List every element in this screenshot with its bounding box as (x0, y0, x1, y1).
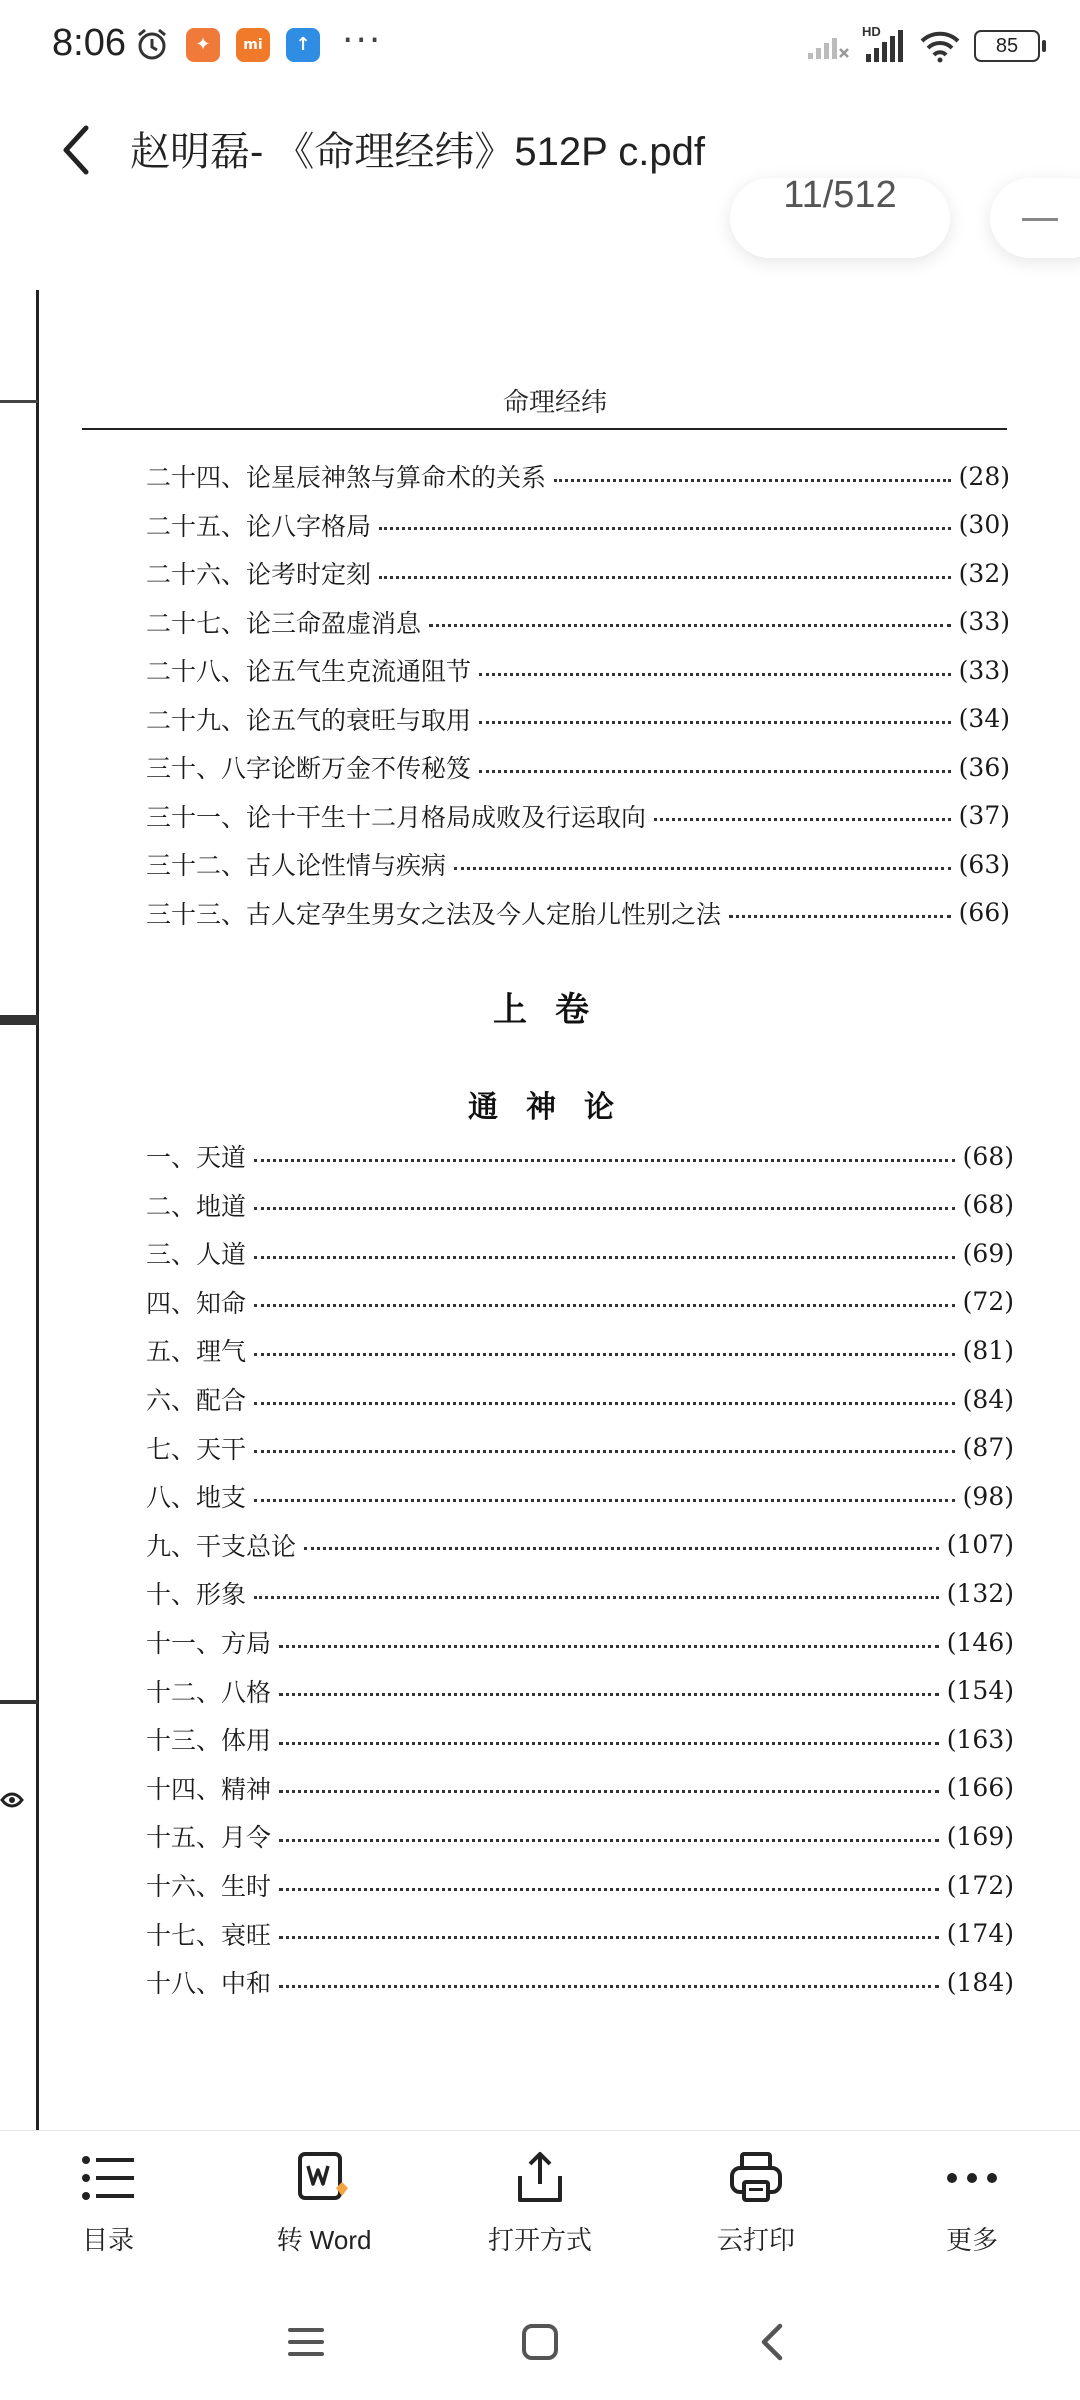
toc-entry (146, 454, 1010, 498)
toc-entry (146, 1717, 1014, 1761)
toc-entry (146, 1960, 1014, 2004)
toc-leader-dots (379, 527, 951, 530)
toc-entry-title: 十、形象 (146, 1580, 247, 1610)
status-bar (0, 0, 1080, 92)
scroll-handle[interactable] (990, 178, 1080, 258)
mi-app-icon: mi (236, 28, 270, 62)
list-icon (78, 2150, 138, 2206)
toc-entry (146, 600, 1010, 644)
toolbar-open-with-button[interactable] (450, 2150, 630, 2280)
toc-entry (146, 745, 1010, 789)
upload-app-icon: ↑ (286, 28, 320, 62)
toc-entry-page: (32) (958, 558, 1010, 588)
toc-entry-title: 七、天干 (146, 1434, 247, 1464)
toc-entry (146, 1231, 1014, 1275)
toc-entry-title: 十八、中和 (146, 1969, 272, 1999)
toc-entry-page: (37) (958, 801, 1010, 830)
toc-entry (146, 891, 1010, 935)
toc-entry-title: 十五、月令 (146, 1823, 272, 1853)
toc-entry-title: 十三、体用 (146, 1726, 272, 1756)
toc-entry-page: (28) (958, 461, 1010, 491)
toc-entry-page: (63) (958, 849, 1010, 879)
toc-entry (146, 551, 1010, 595)
toc-entry (146, 1571, 1014, 1615)
toc-entry (146, 842, 1010, 886)
toolbar-label: 云打印 (716, 2225, 795, 2255)
toolbar-catalog-button[interactable] (18, 2150, 198, 2280)
toc-entry-page: (169) (946, 1821, 1014, 1851)
toc-entry-page: (132) (946, 1578, 1014, 1608)
document-title: 赵明磊- 《命理经纬》512P c.pdf (130, 130, 705, 174)
volume-title: 上卷 (493, 990, 617, 1030)
toc-entry-page: (69) (962, 1238, 1014, 1268)
more-icon (942, 2150, 1002, 2206)
toc-entry-page: (172) (946, 1870, 1014, 1900)
toc-entry-title: 三十一、论十干生十二月格局成败及行运取向 (146, 802, 647, 832)
toc-entry (146, 1863, 1014, 1907)
toc-entry (146, 697, 1010, 741)
toc-entry-title: 二十八、论五气生克流通阻节 (146, 657, 472, 686)
toc-leader-dots (254, 1304, 955, 1307)
page-indicator-text: 11/512 (783, 178, 897, 216)
toc-entry-title: 三十二、古人论性情与疾病 (146, 851, 447, 880)
toc-entry-title: 十七、衰旺 (146, 1920, 272, 1950)
toc-entry-page: (166) (946, 1773, 1014, 1803)
toc-leader-dots (254, 1159, 955, 1162)
toc-leader-dots (454, 867, 951, 870)
toc-leader-dots (379, 576, 951, 579)
toc-leader-dots (254, 1596, 939, 1599)
toc-leader-dots (279, 1888, 939, 1891)
toc-leader-dots (279, 1985, 939, 1988)
toc-entry (146, 1183, 1014, 1227)
toc-entry-title: 二十四、论星辰神煞与算命术的关系 (146, 463, 547, 492)
toc-leader-dots (279, 1742, 939, 1745)
toc-entry-page: (33) (958, 607, 1010, 636)
toc-leader-dots (279, 1693, 939, 1696)
toc-leader-dots (479, 770, 951, 773)
toc-entry-title: 一、天道 (146, 1143, 247, 1172)
convert-word-icon (294, 2150, 354, 2206)
toc-entry-page: (107) (946, 1530, 1014, 1560)
battery-indicator: 85 (974, 30, 1040, 62)
toc-leader-dots (254, 1499, 955, 1502)
toc-leader-dots (279, 1936, 939, 1939)
toolbar-label: 打开方式 (487, 2225, 592, 2255)
page-left-border (36, 290, 39, 2130)
toc-entry-title: 三十三、古人定孕生男女之法及今人定胎儿性别之法 (146, 899, 722, 929)
toc-entry (146, 648, 1010, 692)
toc-entry-page: (30) (958, 510, 1010, 539)
toc-leader-dots (254, 1256, 955, 1259)
toc-leader-dots (279, 1790, 939, 1793)
toc-entry (146, 1620, 1014, 1664)
network-label: HD (862, 24, 881, 39)
nav-back-icon[interactable] (744, 2312, 804, 2372)
toc-entry (146, 1474, 1014, 1518)
signal-hd-icon (862, 24, 906, 64)
page-edge-mark (0, 1780, 30, 1820)
toc-entry (146, 1814, 1014, 1858)
toc-leader-dots (254, 1353, 955, 1356)
toc-entry (146, 1766, 1014, 1810)
toc-entry-title: 九、干支总论 (146, 1531, 297, 1561)
toc-leader-dots (429, 624, 951, 627)
toc-entry-title: 三十、八字论断万金不传秘笈 (146, 754, 472, 783)
toc-leader-dots (279, 1839, 939, 1842)
home-icon[interactable] (510, 2312, 570, 2372)
signal-weak-icon (806, 31, 850, 61)
toolbar-label: 转 Word (276, 2225, 372, 2255)
toc-leader-dots (479, 673, 951, 676)
toc-entry-title: 八、地支 (146, 1483, 247, 1513)
toc-leader-dots (254, 1450, 955, 1453)
toc-entry (146, 1912, 1014, 1956)
toc-leader-dots (254, 1207, 955, 1210)
toolbar-convert-word-button[interactable] (234, 2150, 414, 2280)
toc-leader-dots (554, 479, 951, 482)
toc-entry (146, 1280, 1014, 1324)
toc-leader-dots (254, 1402, 955, 1405)
toc-entry-page: (98) (962, 1481, 1014, 1511)
toc-entry-title: 十一、方局 (146, 1629, 272, 1658)
toc-entry-title: 二十五、论八字格局 (146, 511, 372, 541)
toc-entry (146, 1426, 1014, 1470)
toc-leader-dots (304, 1547, 939, 1550)
toc-entry-page: (81) (962, 1335, 1014, 1365)
toc-entry (146, 1523, 1014, 1567)
toc-entry (146, 1328, 1014, 1372)
toc-entry-title: 二、地道 (146, 1191, 247, 1221)
toc-entry (146, 1134, 1014, 1178)
toc-entry-title: 十六、生时 (146, 1872, 272, 1901)
toc-entry-page: (84) (962, 1384, 1014, 1414)
toc-entry-title: 六、配合 (146, 1386, 247, 1415)
toc-entry-page: (66) (958, 898, 1010, 927)
alarm-icon (134, 26, 170, 62)
toc-entry-page: (68) (962, 1141, 1014, 1171)
toc-entry-page: (154) (946, 1676, 1014, 1706)
toolbar-cloud-print-button[interactable] (666, 2150, 846, 2280)
toc-leader-dots (279, 1645, 939, 1648)
printer-icon (726, 2150, 786, 2206)
toc-entry-page: (184) (946, 1967, 1014, 1997)
toc-leader-dots (729, 915, 951, 918)
toc-entry-title: 三、人道 (146, 1240, 247, 1270)
page-edge-line (0, 1700, 38, 1704)
toc-entry-title: 五、理气 (146, 1337, 247, 1367)
header-rule (82, 428, 1007, 430)
toc-entry-page: (163) (946, 1724, 1014, 1754)
app-notification-icon: ✦ (186, 28, 220, 62)
toolbar-more-button[interactable] (882, 2150, 1062, 2280)
toc-entry-title: 十二、八格 (146, 1677, 272, 1707)
toc-entry-page: (87) (962, 1433, 1014, 1463)
share-icon (510, 2150, 570, 2206)
wifi-icon (918, 29, 962, 63)
toc-entry-page: (174) (946, 1919, 1014, 1949)
toc-entry-title: 十四、精神 (146, 1774, 272, 1804)
toc-entry-page: (72) (962, 1287, 1014, 1317)
toc-entry-page: (34) (958, 704, 1010, 733)
running-head: 命理经纬 (502, 388, 607, 418)
toc-leader-dots (479, 721, 951, 724)
toc-entry-title: 二十六、论考时定刻 (146, 560, 372, 589)
toc-entry-page: (68) (962, 1190, 1014, 1220)
status-time: 8:06 (52, 22, 126, 64)
toc-entry-title: 二十七、论三命盈虚消息 (146, 608, 422, 638)
section-title: 通神论 (468, 1090, 642, 1125)
back-arrow-icon[interactable] (56, 120, 96, 180)
more-notifications-icon: ··· (342, 20, 383, 61)
toc-entry-title: 四、知命 (146, 1288, 247, 1318)
toc-leader-dots (654, 818, 951, 821)
toc-entry (146, 503, 1010, 547)
toolbar-label: 更多 (945, 2225, 998, 2255)
toc-entry (146, 1377, 1014, 1421)
recent-apps-icon[interactable] (276, 2312, 336, 2372)
toolbar-label: 目录 (81, 2225, 134, 2255)
toc-entry-page: (146) (946, 1627, 1014, 1657)
toc-entry-page: (33) (958, 655, 1010, 685)
toc-entry-page: (36) (958, 752, 1010, 782)
toc-entry-title: 二十九、论五气的衰旺与取用 (146, 705, 472, 735)
toc-entry (146, 794, 1010, 838)
page-indicator[interactable] (730, 178, 950, 258)
toc-entry (146, 1669, 1014, 1713)
status-right (806, 26, 1040, 66)
